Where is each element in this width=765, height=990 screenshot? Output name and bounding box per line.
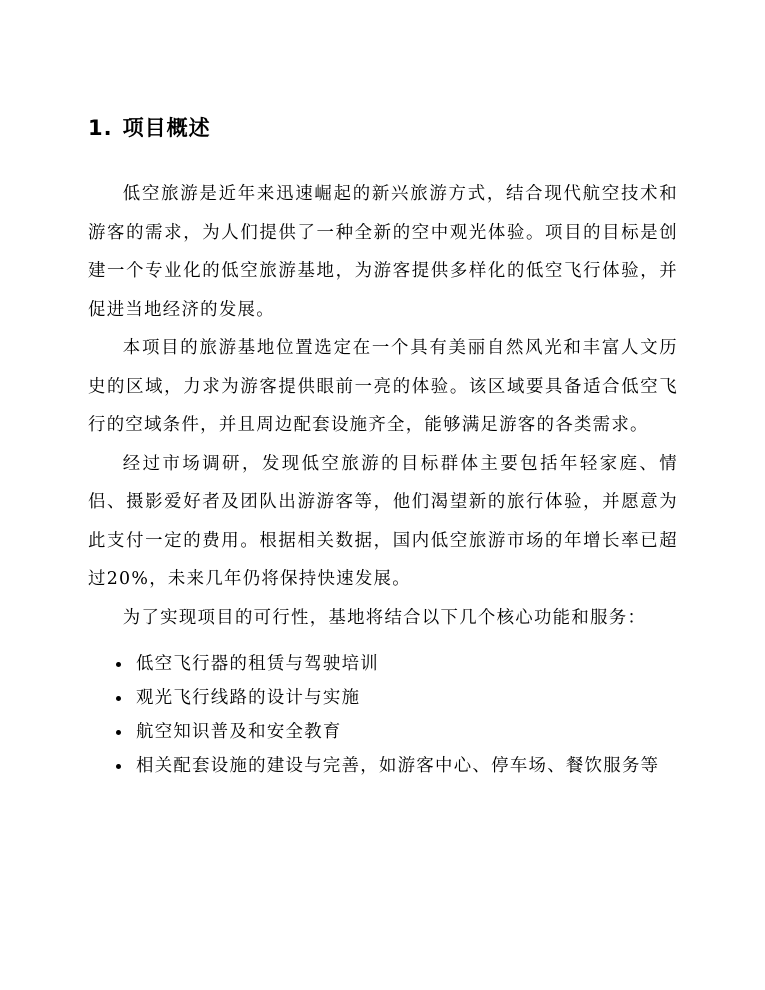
document-page — [88, 112, 678, 783]
list-item — [88, 681, 678, 715]
list-item — [88, 749, 678, 783]
bullet-icon — [116, 730, 121, 735]
body-text — [88, 175, 678, 637]
paragraph-functions: 为了实现项目的可行性，基地将结合以下几个核心功能和服务： — [122, 607, 647, 628]
section-heading — [88, 112, 678, 144]
bullet-icon — [116, 764, 121, 769]
list-item — [88, 715, 678, 749]
list-item-text: 航空知识普及和安全教育 — [136, 722, 342, 742]
list-item — [88, 647, 678, 681]
list-item-text: 相关配套设施的建设与完善，如游客中心、停车场、餐饮服务等 — [136, 756, 660, 776]
list-item-text: 低空飞行器的租赁与驾驶培训 — [136, 654, 379, 674]
paragraph-intro: 低空旅游是近年来迅速崛起的新兴旅游方式，结合现代航空技术和游客的需求，为人们提供了一种全新的空中观光体验。项目的目标是创建一个专业化的低空旅游基地，为游客提供多样化的低空飞行体验，并促进当地经济的发展。 — [88, 184, 678, 320]
paragraph-location: 本项目的旅游基地位置选定在一个具有美丽自然风光和丰富人文历史的区域，力求为游客提供眼前一亮的体验。该区域要具备适合低空飞行的空域条件，并且周边配套设施齐全，能够满足游客的各类需求。 — [88, 338, 678, 435]
service-list — [88, 647, 678, 783]
list-item-text: 观光飞行线路的设计与实施 — [136, 688, 361, 708]
bullet-icon — [116, 662, 121, 667]
bullet-icon — [116, 696, 121, 701]
section-title: 项目概述 — [122, 116, 211, 140]
section-number: 1. — [88, 116, 113, 140]
paragraph-market: 经过市场调研，发现低空旅游的目标群体主要包括年轻家庭、情侣、摄影爱好者及团队出游游客等，他们渴望新的旅行体验，并愿意为此支付一定的费用。根据相关数据，国内低空旅游市场的年增长率已超过20%，未来几年仍将保持快速发展。 — [88, 453, 678, 589]
